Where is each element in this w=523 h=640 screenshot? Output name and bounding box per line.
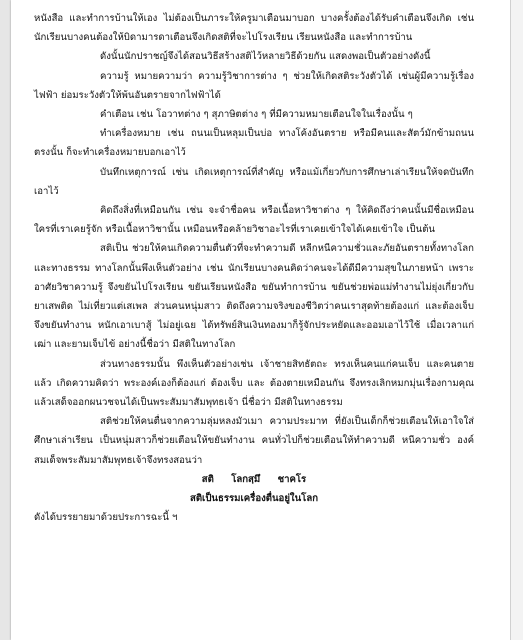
paragraph: สติช่วยให้คนตื่นจากความลุ่มหลงมัวเมา ความประมาท ที่ยังเป็นเด็กก็ช่วยเตือนให้เอาใจใส่ศึกษาเล่าเรียน เป็นหนุ่มสาวก็ช่วยเตือนให้ขยันทำงาน คนทั่วไปก็ช่วยเตือนให้ทำความดี หนีความชั่ว องค์สมเด็จพระสัมมาสัมพุทธเจ้าจึงทรงสอนว่า xyxy=(34,416,474,466)
document-page xyxy=(11,0,511,640)
paragraph: หนังสือ และทำการบ้านให้เอง ไม่ต้องเป็นภาระให้ครูมาเตือนมาบอก บางครั้งต้องได้รับคำเตือนจึงเกิด เช่น นักเรียนบางคนต้องให้บิดามารดาเตือนจึงเกิดสติที่จะไปโรงเรียน เรียนหนังสือ และทำการบ้าน xyxy=(34,13,474,44)
verse-translation-heading: สติเป็นธรรมเครื่องตื่นอยู่ในโลก xyxy=(189,493,319,505)
paragraph: คำเตือน เช่น โอวาทต่าง ๆ สุภาษิตต่าง ๆ ที่มีความหมายเตือนใจในเรื่องนั้น ๆ xyxy=(100,109,413,121)
paragraph: ความรู้ หมายความว่า ความรู้วิชาการต่าง ๆ ช่วยให้เกิดสติระวังตัวได้ เช่นผู้มีความรู้เรื่องไฟฟ้า ย่อมระวังตัวให้พ้นอันตรายจากไฟฟ้าได้ xyxy=(34,70,474,101)
paragraph: บันทึกเหตุการณ์ เช่น เกิดเหตุการณ์ที่สำคัญ หรือแม้เกี่ยวกับการศึกษาเล่าเรียนให้จดบันทึกเอาไว้ xyxy=(34,166,474,197)
paragraph: ทำเครื่องหมาย เช่น ถนนเป็นหลุมเป็นบ่อ ทางโค้งอันตราย หรือมีคนและสัตว์มักข้ามถนนตรงนั้น ก็จะทำเครื่องหมายบอกเอาไว้ xyxy=(34,128,474,159)
closing-line: ดังได้บรรยายมาด้วยประการฉะนี้ ฯ xyxy=(34,512,178,524)
paragraph: ดังนั้นนักปราชญ์จึงได้สอนวิธีสร้างสติไว้หลายวิธีด้วยกัน แสดงพอเป็นตัวอย่างดังนี้ xyxy=(100,51,431,63)
paragraph: ส่วนทางธรรมนั้น พึงเห็นตัวอย่างเช่น เจ้าชายสิทธัตถะ ทรงเห็นคนแก่คนเจ็บ และคนตายแล้ว เกิดความคิดว่า พระองค์เองก็ต้องแก่ ต้องเจ็บ และ ต้องตายเหมือนกัน จึงทรงเลิกหมกมุ่นเรื่องกามคุณ แล้วเสด็จออกผนวชจนได้เป็นพระสัมมาสัมพุทธเจ้า นี่ชื่อว่า มีสติในทางธรรม xyxy=(34,358,474,409)
scrollbar[interactable] xyxy=(510,0,523,640)
pali-verse-heading: สติ โลกสฺมึ ชาคโร xyxy=(201,473,307,485)
paragraph: สติเป็น ช่วยให้คนเกิดความตื่นตัวที่จะทำความดี หลีกหนีความชั่วและภัยอันตรายทั้งทางโลกและทางธรรม ทางโลกนั้นพึงเห็นตัวอย่าง เช่น นักเรียนบางคนคิดว่าคนจะได้ดีมีความสุขในภายหน้า เพราะอาศัยวิชาความรู้ จึงขยันไปโรงเรียน ขยันเรียนหนังสือ ขยันทำการบ้าน ขยันช่วยพ่อแม่ทำงานไม่ยุ่งเกี่ยวกับยาเสพติด ไม่เที่ยวแต่เสเพล ส่วนคนหนุ่มสาว ติดถึงความจริงของชีวิตว่าคนเราสุดท้ายต้องแก่ และต้องเจ็บ จึงขยันทำงาน หนักเอาเบาสู้ ไม่อยู่เฉย ได้ทรัพย์สินเงินทองมาก็รู้จักประหยัดและออมเอาไว้ใช้ เมื่อเวลาแก่เฒ่า และยามเจ็บไข้ อย่างนี้ชื่อว่า มีสติในทางโลก xyxy=(34,243,474,351)
paragraph: คิดถึงสิ่งที่เหมือนกัน เช่น จะจำชื่อคน หรือเนื้อหาวิชาต่าง ๆ ให้คิดถึงว่าคนนั้นมีชื่อเหมือนใครที่เราเคยรู้จัก หรือเนื้อหาวิชานั้น เหมือนหรือคล้ายวิชาอะไรที่เราเคยเข้าใจได้เคยเข้าใจ เป็นต้น xyxy=(34,205,474,236)
document-body xyxy=(34,9,474,527)
